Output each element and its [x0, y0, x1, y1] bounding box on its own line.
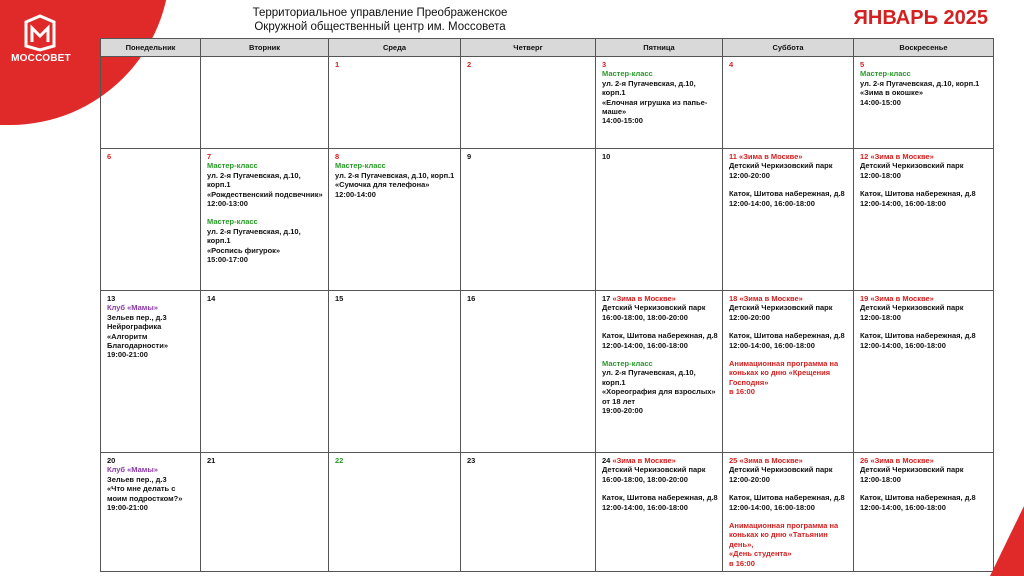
day-header — [729, 152, 849, 161]
event-details: Детский Черкизовский парк 16:00-18:00, 18:00-20:00 — [602, 465, 706, 484]
event-spacer — [207, 208, 324, 217]
day-cell — [854, 149, 994, 291]
day-number: 2 — [467, 60, 472, 69]
day-number: 4 — [729, 60, 734, 69]
event-details: Каток, Шитова набережная, д.8 12:00-14:00, 16:00-18:00 — [860, 493, 976, 512]
day-number: 13 — [107, 294, 116, 303]
day-cell — [723, 453, 854, 572]
event-details: ул. 2-я Пугачевская, д.10, корп.1 «Сумочка для телефона» 12:00-14:00 — [335, 170, 455, 199]
event-details: Зельев пер., д.3 «Что мне делать с моим подростком?» 19:00-21:00 — [107, 474, 183, 513]
day-event-title: «Зима в Москве» — [739, 152, 803, 161]
event-details: ул. 2-я Пугачевская, д.10, корп.1 «Зима в окошке» 14:00-15:00 — [860, 78, 980, 107]
day-cell — [101, 57, 201, 149]
page-title — [200, 6, 560, 34]
mossovet-logo-icon — [22, 14, 58, 52]
day-cell — [596, 57, 723, 149]
event-title: Мастер-класс — [335, 161, 386, 171]
day-event-title: «Зима в Москве» — [739, 294, 803, 303]
day-number: 21 — [207, 456, 216, 465]
day-number: 3 — [602, 60, 607, 69]
day-cell — [201, 291, 329, 453]
day-number: 6 — [107, 152, 112, 161]
day-header — [729, 60, 849, 69]
event-title: Мастер-класс — [207, 217, 258, 227]
event-details: Детский Черкизовский парк 12:00-20:00 — [729, 161, 833, 180]
day-number: 15 — [335, 294, 344, 303]
day-header — [860, 152, 989, 161]
day-header — [207, 294, 324, 303]
day-header — [860, 294, 989, 303]
event-details: Детский Черкизовский парк 16:00-18:00, 18:00-20:00 — [602, 303, 706, 322]
event-details: ул. 2-я Пугачевская, д.10, корп.1 «Елочная игрушка из папье-маше» 14:00-15:00 — [602, 78, 708, 126]
day-cell — [723, 291, 854, 453]
event-spacer — [729, 322, 849, 331]
week-row — [101, 453, 994, 572]
day-cell — [201, 453, 329, 572]
event-spacer — [729, 350, 849, 359]
day-cell — [723, 57, 854, 149]
day-header — [107, 152, 196, 161]
day-number: 17 — [602, 294, 611, 303]
event-details: Каток, Шитова набережная, д.8 12:00-14:00, 16:00-18:00 — [602, 331, 718, 350]
week-row — [101, 57, 994, 149]
event-title: Мастер-класс — [860, 69, 911, 79]
week-row — [101, 149, 994, 291]
event-spacer — [729, 512, 849, 521]
weekday-header-row — [101, 39, 994, 57]
day-cell — [461, 291, 596, 453]
day-cell — [854, 291, 994, 453]
event-details: Каток, Шитова набережная, д.8 12:00-14:00, 16:00-18:00 — [860, 189, 976, 208]
day-number: 9 — [467, 152, 472, 161]
day-cell — [461, 57, 596, 149]
day-number: 1 — [335, 60, 340, 69]
day-number: 8 — [335, 152, 340, 161]
event-title: Мастер-класс — [602, 359, 653, 369]
event-details: Детский Черкизовский парк 12:00-20:00 — [729, 303, 833, 322]
day-header — [467, 152, 591, 161]
corner-decoration — [990, 506, 1024, 576]
day-header — [467, 456, 591, 465]
day-cell — [201, 149, 329, 291]
event-title: Клуб «Мамы» — [107, 465, 158, 475]
day-cell — [329, 291, 461, 453]
day-number: 10 — [602, 152, 611, 161]
calendar-table — [100, 38, 994, 572]
weekday-header: Вторник — [201, 39, 329, 57]
day-header — [729, 456, 849, 465]
weekday-header: Среда — [329, 39, 461, 57]
event-details: Детский Черкизовский парк 12:00-18:00 — [860, 465, 964, 484]
day-cell — [201, 57, 329, 149]
day-header — [207, 456, 324, 465]
day-cell — [329, 57, 461, 149]
day-cell — [596, 149, 723, 291]
day-event-title: «Зима в Москве» — [612, 294, 676, 303]
day-number: 25 — [729, 456, 738, 465]
day-number: 22 — [335, 456, 344, 465]
day-number: 18 — [729, 294, 738, 303]
day-header — [107, 294, 196, 303]
day-number: 24 — [602, 456, 611, 465]
day-cell — [461, 149, 596, 291]
day-cell — [854, 453, 994, 572]
day-cell — [596, 453, 723, 572]
day-number: 23 — [467, 456, 476, 465]
day-cell — [723, 149, 854, 291]
event-spacer — [602, 322, 718, 331]
day-number: 5 — [860, 60, 865, 69]
day-cell — [101, 149, 201, 291]
event-spacer — [860, 484, 989, 493]
day-header — [107, 456, 196, 465]
event-spacer — [602, 350, 718, 359]
day-header — [860, 456, 989, 465]
weekday-header: Пятница — [596, 39, 723, 57]
title-line-2: Окружной общественный центр им. Моссовета — [254, 21, 506, 33]
day-cell — [101, 291, 201, 453]
day-cell — [329, 453, 461, 572]
day-event-title: «Зима в Москве» — [612, 456, 676, 465]
event-details: Каток, Шитова набережная, д.8 12:00-14:00, 16:00-18:00 — [860, 331, 976, 350]
event-spacer — [860, 322, 989, 331]
event-details: ул. 2-я Пугачевская, д.10, корп.1 «Хореография для взрослых» от 18 лет 19:00-20:00 — [602, 368, 716, 416]
event-details: Каток, Шитова набережная, д.8 12:00-14:00, 16:00-18:00 — [729, 331, 845, 350]
event-details: Каток, Шитова набережная, д.8 12:00-14:00, 16:00-18:00 — [602, 493, 718, 512]
day-header — [860, 60, 989, 69]
event-details: Зельев пер., д.3 Нейрографика «Алгоритм Благодарности» 19:00-21:00 — [107, 312, 168, 360]
day-number: 16 — [467, 294, 476, 303]
event-spacer — [729, 484, 849, 493]
day-header — [729, 294, 849, 303]
day-header — [335, 152, 456, 161]
day-header — [335, 456, 456, 465]
day-event-title: «Зима в Москве» — [870, 456, 934, 465]
weekday-header: Воскресенье — [854, 39, 994, 57]
event-details: Каток, Шитова набережная, д.8 12:00-14:00, 16:00-18:00 — [729, 189, 845, 208]
event-details: Детский Черкизовский парк 12:00-18:00 — [860, 303, 964, 322]
day-number: 26 — [860, 456, 869, 465]
weekday-header: Суббота — [723, 39, 854, 57]
day-number: 11 — [729, 152, 737, 161]
weekday-header: Четверг — [461, 39, 596, 57]
day-header — [335, 60, 456, 69]
day-number: 19 — [860, 294, 869, 303]
event-details: ул. 2-я Пугачевская, д.10, корп.1 «Роспись фигурок» 15:00-17:00 — [207, 226, 301, 265]
day-cell — [854, 57, 994, 149]
day-number: 14 — [207, 294, 216, 303]
month-title: ЯНВАРЬ 2025 — [853, 7, 988, 29]
day-header — [467, 294, 591, 303]
event-title: Клуб «Мамы» — [107, 303, 158, 313]
day-header — [207, 152, 324, 161]
day-number: 20 — [107, 456, 116, 465]
event-spacer — [729, 180, 849, 189]
day-event-title: «Зима в Москве» — [739, 456, 803, 465]
day-header — [467, 60, 591, 69]
day-number: 12 — [860, 152, 869, 161]
day-cell — [101, 453, 201, 572]
day-cell — [596, 291, 723, 453]
event-details: Детский Черкизовский парк 12:00-20:00 — [729, 465, 833, 484]
title-line-1: Территориальное управление Преображенское — [252, 7, 508, 19]
event-details: Детский Черкизовский парк 12:00-18:00 — [860, 161, 964, 180]
event-spacer — [602, 484, 718, 493]
event-details: Анимационная программа на коньках ко дню «Крещения Господня» в 16:00 — [729, 359, 839, 397]
day-cell — [329, 149, 461, 291]
event-details: ул. 2-я Пугачевская, д.10, корп.1 «Рождественский подсвечник» 12:00-13:00 — [207, 170, 323, 209]
brand-logo-text: МОССОВЕТ — [11, 53, 71, 64]
event-title: Мастер-класс — [207, 161, 258, 171]
weekday-header: Понедельник — [101, 39, 201, 57]
event-details: Каток, Шитова набережная, д.8 12:00-14:00, 16:00-18:00 — [729, 493, 845, 512]
day-header — [602, 152, 718, 161]
day-header — [602, 60, 718, 69]
event-spacer — [860, 180, 989, 189]
day-header — [335, 294, 456, 303]
day-event-title: «Зима в Москве» — [870, 294, 934, 303]
event-title: Мастер-класс — [602, 69, 653, 79]
day-header — [602, 456, 718, 465]
event-details: Анимационная программа на коньках ко дню «Татьянин день», «День студента» в 16:00 — [729, 521, 839, 568]
day-event-title: «Зима в Москве» — [870, 152, 934, 161]
week-row — [101, 291, 994, 453]
day-number: 7 — [207, 152, 212, 161]
day-header — [602, 294, 718, 303]
day-cell — [461, 453, 596, 572]
